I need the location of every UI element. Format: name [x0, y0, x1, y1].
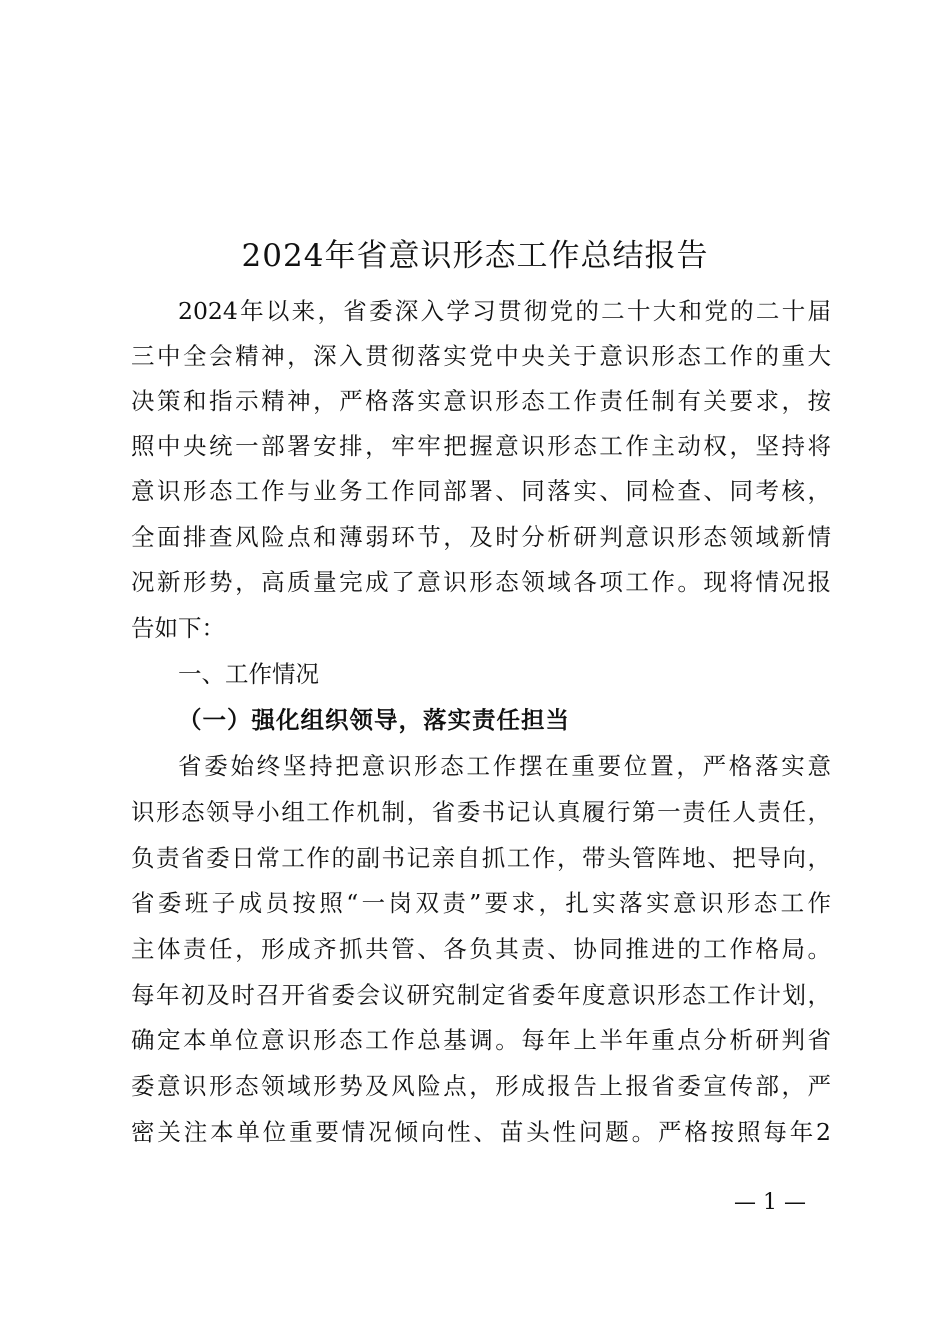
intro-line: 意识形态工作与业务工作同部署、同落实、同检查、同考核，	[131, 477, 831, 505]
intro-line: 全面排查风险点和薄弱环节，及时分析研判意识形态领域新情	[131, 523, 831, 551]
body-line: 委意识形态领域形势及风险点，形成报告上报省委宣传部，严	[131, 1072, 831, 1100]
intro-line: 2024年以来，省委深入学习贯彻党的二十大和党的二十届	[178, 297, 831, 325]
section-heading: 一、工作情况	[178, 660, 319, 688]
body-line: 识形态领导小组工作机制，省委书记认真履行第一责任人责任，	[131, 798, 831, 826]
subsection-heading: （一）强化组织领导，落实责任担当	[178, 706, 570, 734]
body-line: 省委班子成员按照“一岗双责”要求，扎实落实意识形态工作	[131, 889, 831, 917]
page-number: — 1 —	[734, 1190, 806, 1215]
body-line: 主体责任，形成齐抓共管、各负其责、协同推进的工作格局。	[131, 935, 831, 963]
body-line: 密关注本单位重要情况倾向性、苗头性问题。严格按照每年2	[131, 1118, 831, 1146]
body-line: 省委始终坚持把意识形态工作摆在重要位置，严格落实意	[178, 752, 831, 780]
body-line: 每年初及时召开省委会议研究制定省委年度意识形态工作计划，	[131, 981, 831, 1009]
document-title: 2024年省意识形态工作总结报告	[241, 238, 709, 274]
body-line: 确定本单位意识形态工作总基调。每年上半年重点分析研判省	[131, 1026, 831, 1054]
intro-line: 告如下：	[131, 614, 225, 642]
intro-line: 决策和指示精神，严格落实意识形态工作责任制有关要求，按	[131, 387, 831, 415]
intro-line: 三中全会精神，深入贯彻落实党中央关于意识形态工作的重大	[131, 342, 831, 370]
intro-line: 况新形势，高质量完成了意识形态领域各项工作。现将情况报	[131, 568, 831, 596]
intro-line: 照中央统一部署安排，牢牢把握意识形态工作主动权，坚持将	[131, 432, 831, 460]
body-line: 负责省委日常工作的副书记亲自抓工作，带头管阵地、把导向，	[131, 844, 831, 872]
